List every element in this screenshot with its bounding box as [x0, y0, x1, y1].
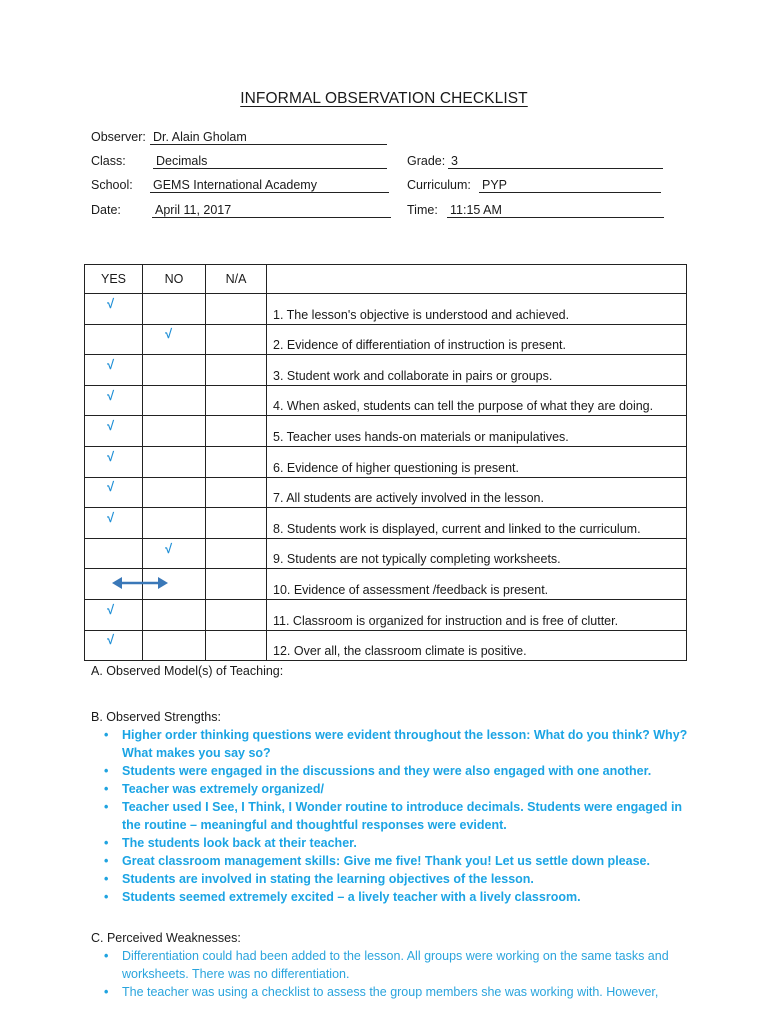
table-row [85, 508, 687, 539]
check-mark-icon: √ [107, 448, 115, 464]
school-field [91, 178, 389, 194]
cell-na [206, 355, 267, 386]
checklist-item-text: 10. Evidence of assessment /feedback is present. [267, 569, 687, 600]
checklist-item-text: 6. Evidence of higher questioning is present. [267, 446, 687, 477]
cell-no [143, 416, 206, 447]
cell-yes [85, 355, 143, 386]
check-mark-icon: √ [107, 295, 115, 311]
checklist-item-text: 11. Classroom is organized for instruction and is free of clutter. [267, 599, 687, 630]
checklist-item-text: 4. When asked, students can tell the purpose of what they are doing. [267, 385, 687, 416]
cell-no [143, 294, 206, 325]
checklist-body [85, 294, 687, 661]
checklist-item-text: 5. Teacher uses hands-on materials or manipulatives. [267, 416, 687, 447]
strength-item: • The students look back at their teacher. [104, 834, 694, 852]
curriculum-value: PYP [479, 178, 661, 193]
check-mark-icon: √ [107, 356, 115, 372]
cell-no [143, 446, 206, 477]
cell-yes [85, 630, 143, 661]
strength-item: • Teacher used I See, I Think, I Wonder routine to introduce decimals. Students were engaged in the routine – meaningful and thoughtful responses were evident. [104, 798, 694, 834]
date-field [91, 203, 391, 219]
cell-na [206, 599, 267, 630]
double-arrow-icon [112, 576, 168, 590]
table-row [85, 446, 687, 477]
cell-na [206, 324, 267, 355]
cell-no [143, 599, 206, 630]
check-mark-icon: √ [107, 418, 115, 434]
class-field [91, 154, 387, 170]
check-mark-icon: √ [107, 479, 115, 495]
strength-item: • Students seemed extremely excited – a lively teacher with a lively classroom. [104, 888, 694, 906]
weakness-item: • The teacher was using a checklist to assess the group members she was working with. However, [104, 983, 694, 1001]
weakness-item: • Differentiation could had been added to the lesson. All groups were working on the same tasks and worksheets. There was no differentiation. [104, 947, 694, 983]
weaknesses-list [104, 947, 694, 1001]
cell-no [143, 538, 206, 569]
check-mark-icon: √ [107, 632, 115, 648]
header-yes: YES [85, 265, 143, 294]
document-title: INFORMAL OBSERVATION CHECKLIST [240, 90, 528, 107]
cell-yes [85, 508, 143, 539]
check-mark-icon: √ [165, 540, 173, 556]
cell-yes [85, 446, 143, 477]
header-item [267, 265, 687, 294]
table-row [85, 385, 687, 416]
cell-yes [85, 538, 143, 569]
check-mark-icon: √ [107, 387, 115, 403]
cell-no [143, 477, 206, 508]
strength-item: • Great classroom management skills: Give me five! Thank you! Let us settle down please. [104, 852, 694, 870]
section-b-heading: B. Observed Strengths: [91, 710, 221, 724]
date-value: April 11, 2017 [152, 203, 391, 218]
observer-field [91, 130, 387, 146]
cell-yes [85, 294, 143, 325]
section-c-heading: C. Perceived Weaknesses: [91, 931, 241, 945]
check-mark-icon: √ [165, 326, 173, 342]
time-label: Time: [407, 203, 438, 217]
strength-item: • Students were engaged in the discussions and they were also engaged with one another. [104, 762, 694, 780]
table-row [85, 294, 687, 325]
grade-field [407, 154, 663, 170]
strength-item: • Higher order thinking questions were evident throughout the lesson: What do you think? Why? What makes you say so? [104, 726, 694, 762]
checklist-table [84, 264, 687, 661]
cell-na [206, 446, 267, 477]
check-mark-icon: √ [107, 601, 115, 617]
grade-value: 3 [448, 154, 663, 169]
table-header-row [85, 265, 687, 294]
cell-yes [85, 569, 143, 600]
grade-label: Grade: [407, 154, 446, 168]
cell-na [206, 508, 267, 539]
time-value: 11:15 AM [447, 203, 664, 218]
header-no: NO [143, 265, 206, 294]
checklist-item-text: 9. Students are not typically completing worksheets. [267, 538, 687, 569]
table-row [85, 416, 687, 447]
cell-yes [85, 324, 143, 355]
checklist-item-text: 7. All students are actively involved in the lesson. [267, 477, 687, 508]
check-mark-icon: √ [107, 509, 115, 525]
school-label: School: [91, 178, 133, 192]
table-row [85, 324, 687, 355]
header-na: N/A [206, 265, 267, 294]
table-row [85, 355, 687, 386]
curriculum-field [407, 178, 661, 194]
cell-yes [85, 385, 143, 416]
cell-yes [85, 477, 143, 508]
checklist-item-text: 3. Student work and collaborate in pairs or groups. [267, 355, 687, 386]
cell-na [206, 538, 267, 569]
table-row [85, 599, 687, 630]
time-field [407, 203, 664, 219]
cell-no [143, 630, 206, 661]
cell-na [206, 569, 267, 600]
table-row [85, 630, 687, 661]
checklist-item-text: 8. Students work is displayed, current and linked to the curriculum. [267, 508, 687, 539]
strength-item: • Teacher was extremely organized/ [104, 780, 694, 798]
checklist-item-text: 2. Evidence of differentiation of instruction is present. [267, 324, 687, 355]
cell-no [143, 508, 206, 539]
cell-no [143, 324, 206, 355]
section-a-heading: A. Observed Model(s) of Teaching: [91, 664, 284, 678]
checklist-item-text: 12. Over all, the classroom climate is positive. [267, 630, 687, 661]
class-value: Decimals [153, 154, 387, 169]
checklist-item-text: 1. The lesson's objective is understood and achieved. [267, 294, 687, 325]
cell-na [206, 630, 267, 661]
observer-value: Dr. Alain Gholam [150, 130, 387, 145]
cell-yes [85, 599, 143, 630]
cell-na [206, 294, 267, 325]
strengths-list [104, 726, 694, 906]
table-row [85, 538, 687, 569]
date-label: Date: [91, 203, 121, 217]
strength-item: • Students are involved in stating the learning objectives of the lesson. [104, 870, 694, 888]
cell-na [206, 416, 267, 447]
curriculum-label: Curriculum: [407, 178, 471, 192]
class-label: Class: [91, 154, 126, 168]
cell-yes [85, 416, 143, 447]
school-value: GEMS International Academy [150, 178, 389, 193]
table-row [85, 477, 687, 508]
table-row [85, 569, 687, 600]
cell-no [143, 385, 206, 416]
cell-no [143, 355, 206, 386]
observer-label: Observer: [91, 130, 146, 144]
cell-na [206, 477, 267, 508]
cell-na [206, 385, 267, 416]
